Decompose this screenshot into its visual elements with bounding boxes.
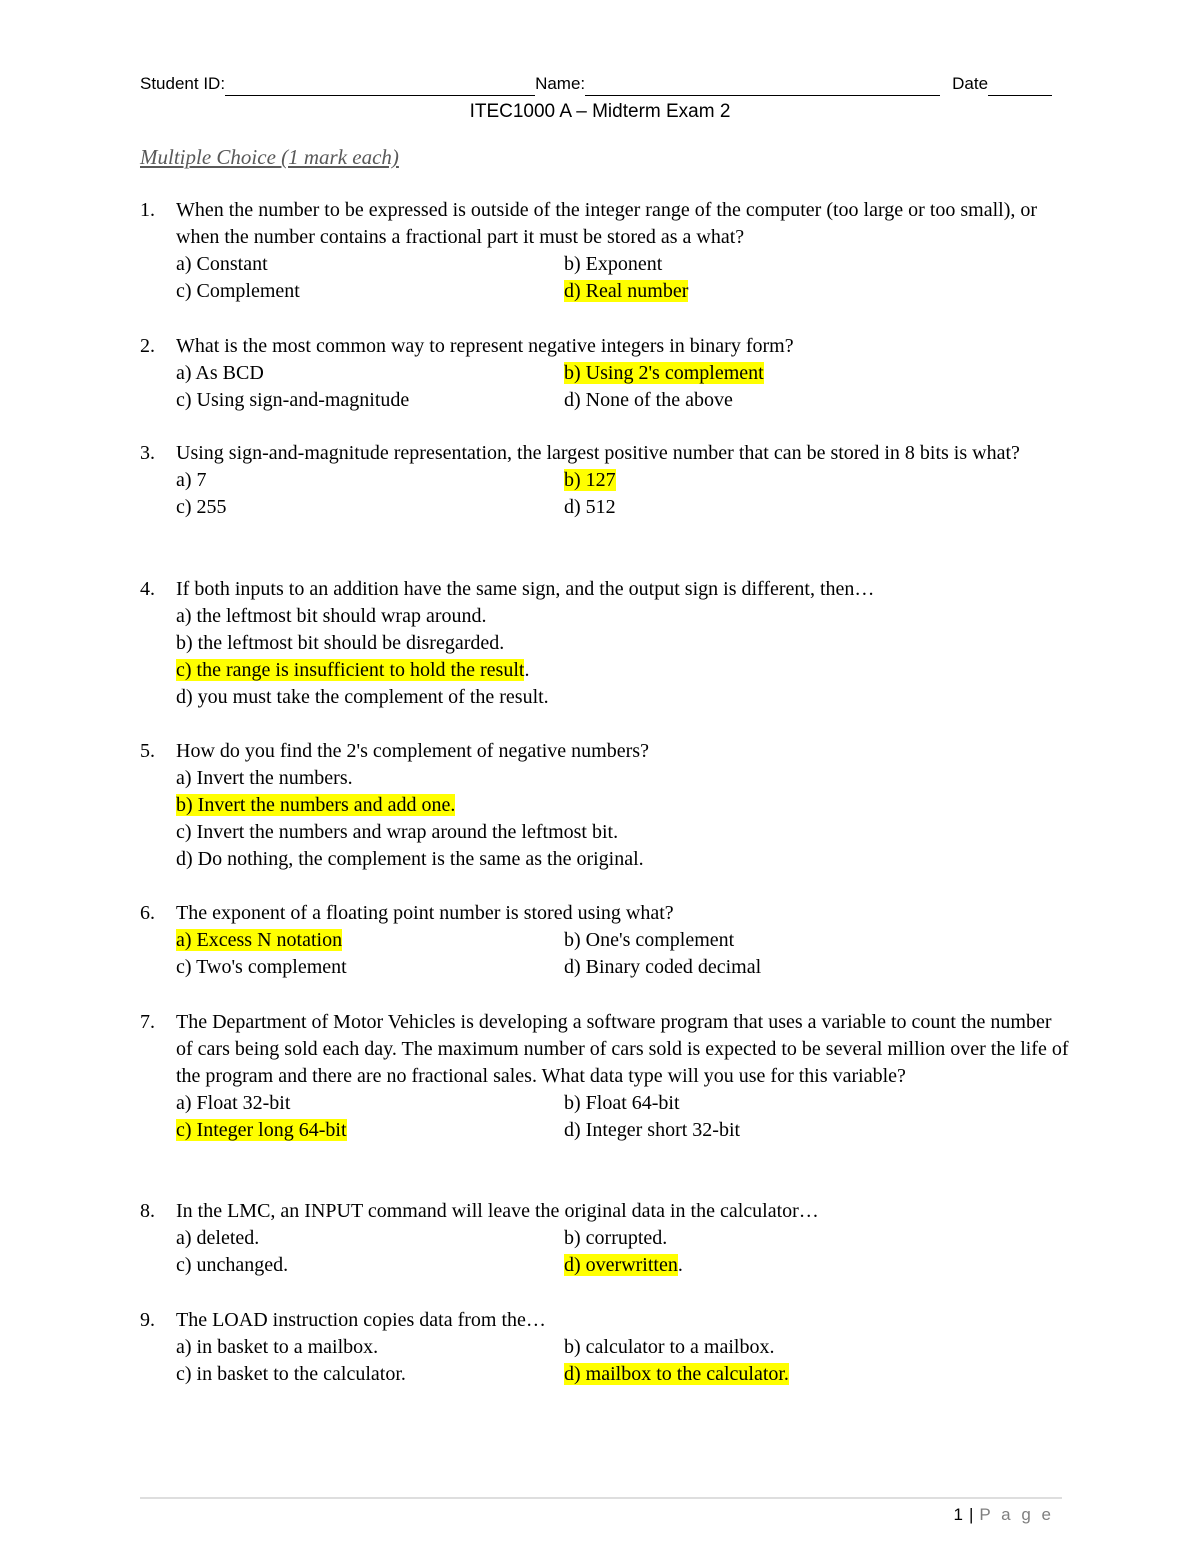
option-a-highlighted-answer[interactable]: a) Excess N notation bbox=[176, 929, 343, 951]
question-number: 3. bbox=[140, 442, 155, 464]
option-a[interactable]: a) Constant bbox=[176, 253, 268, 275]
options-list bbox=[176, 765, 1070, 873]
page-footer bbox=[954, 1503, 1054, 1527]
question-text: In the LMC, an INPUT command will leave the original data in the calculator… bbox=[176, 1200, 819, 1222]
date-label: Date bbox=[952, 74, 989, 93]
option-b-highlighted-answer[interactable]: b) 127 bbox=[564, 469, 616, 491]
question-text: Using sign-and-magnitude representation, the largest positive number that can be stored in 8 bits is what? bbox=[176, 442, 1020, 464]
question-text: When the number to be expressed is outside of the integer range of the computer (too large or too small), or when the number contains a fractional part it must be stored as a what? bbox=[176, 199, 1038, 248]
footer-divider bbox=[140, 1497, 1062, 1499]
question-text: The exponent of a floating point number is stored using what? bbox=[176, 902, 674, 924]
options-grid bbox=[176, 1334, 1070, 1388]
option-b[interactable]: b) Exponent bbox=[564, 253, 663, 275]
question-9 bbox=[140, 1307, 1070, 1388]
options-grid bbox=[176, 251, 1070, 305]
options-list bbox=[176, 603, 1070, 711]
question-4 bbox=[140, 576, 1070, 711]
question-text: What is the most common way to represent negative integers in binary form? bbox=[176, 335, 794, 357]
option-d-period: . bbox=[677, 1254, 683, 1276]
question-number: 8. bbox=[140, 1200, 155, 1222]
option-a[interactable]: a) the leftmost bit should wrap around. bbox=[176, 605, 487, 627]
option-a[interactable]: a) As BCD bbox=[176, 362, 264, 384]
question-number: 1. bbox=[140, 199, 155, 221]
question-text: If both inputs to an addition have the same sign, and the output sign is different, then… bbox=[176, 578, 875, 600]
student-id-blank[interactable] bbox=[225, 77, 535, 96]
name-label: Name: bbox=[535, 74, 586, 93]
option-d[interactable]: d) you must take the complement of the result. bbox=[176, 686, 549, 708]
question-6 bbox=[140, 900, 1070, 981]
question-1 bbox=[140, 197, 1070, 305]
option-c[interactable]: c) 255 bbox=[176, 496, 227, 518]
section-title: Multiple Choice (1 mark each) bbox=[140, 145, 399, 169]
student-id-label: Student ID: bbox=[140, 74, 226, 93]
option-a[interactable]: a) 7 bbox=[176, 469, 207, 491]
option-b[interactable]: b) Float 64-bit bbox=[564, 1092, 680, 1114]
option-c[interactable]: c) Two's complement bbox=[176, 956, 347, 978]
date-blank[interactable] bbox=[988, 77, 1052, 96]
question-number: 2. bbox=[140, 335, 155, 357]
options-grid bbox=[176, 467, 1070, 521]
options-grid bbox=[176, 360, 1070, 414]
footer-separator: | bbox=[969, 1505, 974, 1524]
page-number: 1 bbox=[953, 1505, 963, 1524]
question-text: The LOAD instruction copies data from the… bbox=[176, 1309, 546, 1331]
option-d[interactable]: d) None of the above bbox=[564, 389, 733, 411]
question-7 bbox=[140, 1009, 1070, 1144]
option-b[interactable]: b) the leftmost bit should be disregarded. bbox=[176, 632, 505, 654]
option-b[interactable]: b) calculator to a mailbox. bbox=[564, 1336, 775, 1358]
name-blank[interactable] bbox=[585, 77, 940, 96]
option-c-highlighted-answer[interactable]: c) Integer long 64-bit bbox=[176, 1119, 347, 1141]
question-number: 4. bbox=[140, 578, 155, 600]
question-text: How do you find the 2's complement of negative numbers? bbox=[176, 740, 649, 762]
question-2 bbox=[140, 333, 1070, 414]
option-d[interactable]: d) Integer short 32-bit bbox=[564, 1119, 741, 1141]
option-d-highlighted-answer[interactable]: d) overwritten bbox=[564, 1254, 678, 1276]
option-c-highlighted-answer[interactable]: c) the range is insufficient to hold the result bbox=[176, 659, 525, 681]
page-label: P a g e bbox=[979, 1505, 1054, 1524]
option-b-highlighted-answer[interactable]: b) Invert the numbers and add one. bbox=[176, 794, 456, 816]
option-a[interactable]: a) Float 32-bit bbox=[176, 1092, 291, 1114]
option-c[interactable]: c) Invert the numbers and wrap around the leftmost bit. bbox=[176, 821, 619, 843]
option-a[interactable]: a) Invert the numbers. bbox=[176, 767, 353, 789]
question-5 bbox=[140, 738, 1070, 873]
question-number: 9. bbox=[140, 1309, 155, 1331]
question-text: The Department of Motor Vehicles is developing a software program that uses a variable to count the number of cars being sold each day. The maximum number of cars sold is expected to be several million over the life of the program and there are no fractional sales. What data type will you use for this variable? bbox=[176, 1011, 1069, 1087]
option-a[interactable]: a) in basket to a mailbox. bbox=[176, 1336, 379, 1358]
options-grid bbox=[176, 927, 1070, 981]
option-d[interactable]: d) 512 bbox=[564, 496, 616, 518]
option-c[interactable]: c) unchanged. bbox=[176, 1254, 289, 1276]
option-b[interactable]: b) One's complement bbox=[564, 929, 735, 951]
options-grid bbox=[176, 1090, 1070, 1144]
exam-title: ITEC1000 A – Midterm Exam 2 bbox=[469, 101, 731, 122]
question-number: 7. bbox=[140, 1011, 155, 1033]
option-a[interactable]: a) deleted. bbox=[176, 1227, 260, 1249]
option-d-highlighted-answer[interactable]: d) Real number bbox=[564, 280, 689, 302]
question-3 bbox=[140, 440, 1070, 521]
question-number: 6. bbox=[140, 902, 155, 924]
options-grid bbox=[176, 1225, 1070, 1279]
question-number: 5. bbox=[140, 740, 155, 762]
option-c[interactable]: c) Using sign-and-magnitude bbox=[176, 389, 410, 411]
option-d[interactable]: d) Binary coded decimal bbox=[564, 956, 762, 978]
option-b[interactable]: b) corrupted. bbox=[564, 1227, 668, 1249]
option-d-highlighted-answer[interactable]: d) mailbox to the calculator. bbox=[564, 1363, 789, 1385]
question-8 bbox=[140, 1198, 1070, 1279]
option-b-highlighted-answer[interactable]: b) Using 2's complement bbox=[564, 362, 764, 384]
student-info-line bbox=[140, 72, 1062, 96]
option-c-period: . bbox=[524, 659, 530, 681]
option-c[interactable]: c) in basket to the calculator. bbox=[176, 1363, 406, 1385]
option-d[interactable]: d) Do nothing, the complement is the same as the original. bbox=[176, 848, 644, 870]
option-c[interactable]: c) Complement bbox=[176, 280, 300, 302]
